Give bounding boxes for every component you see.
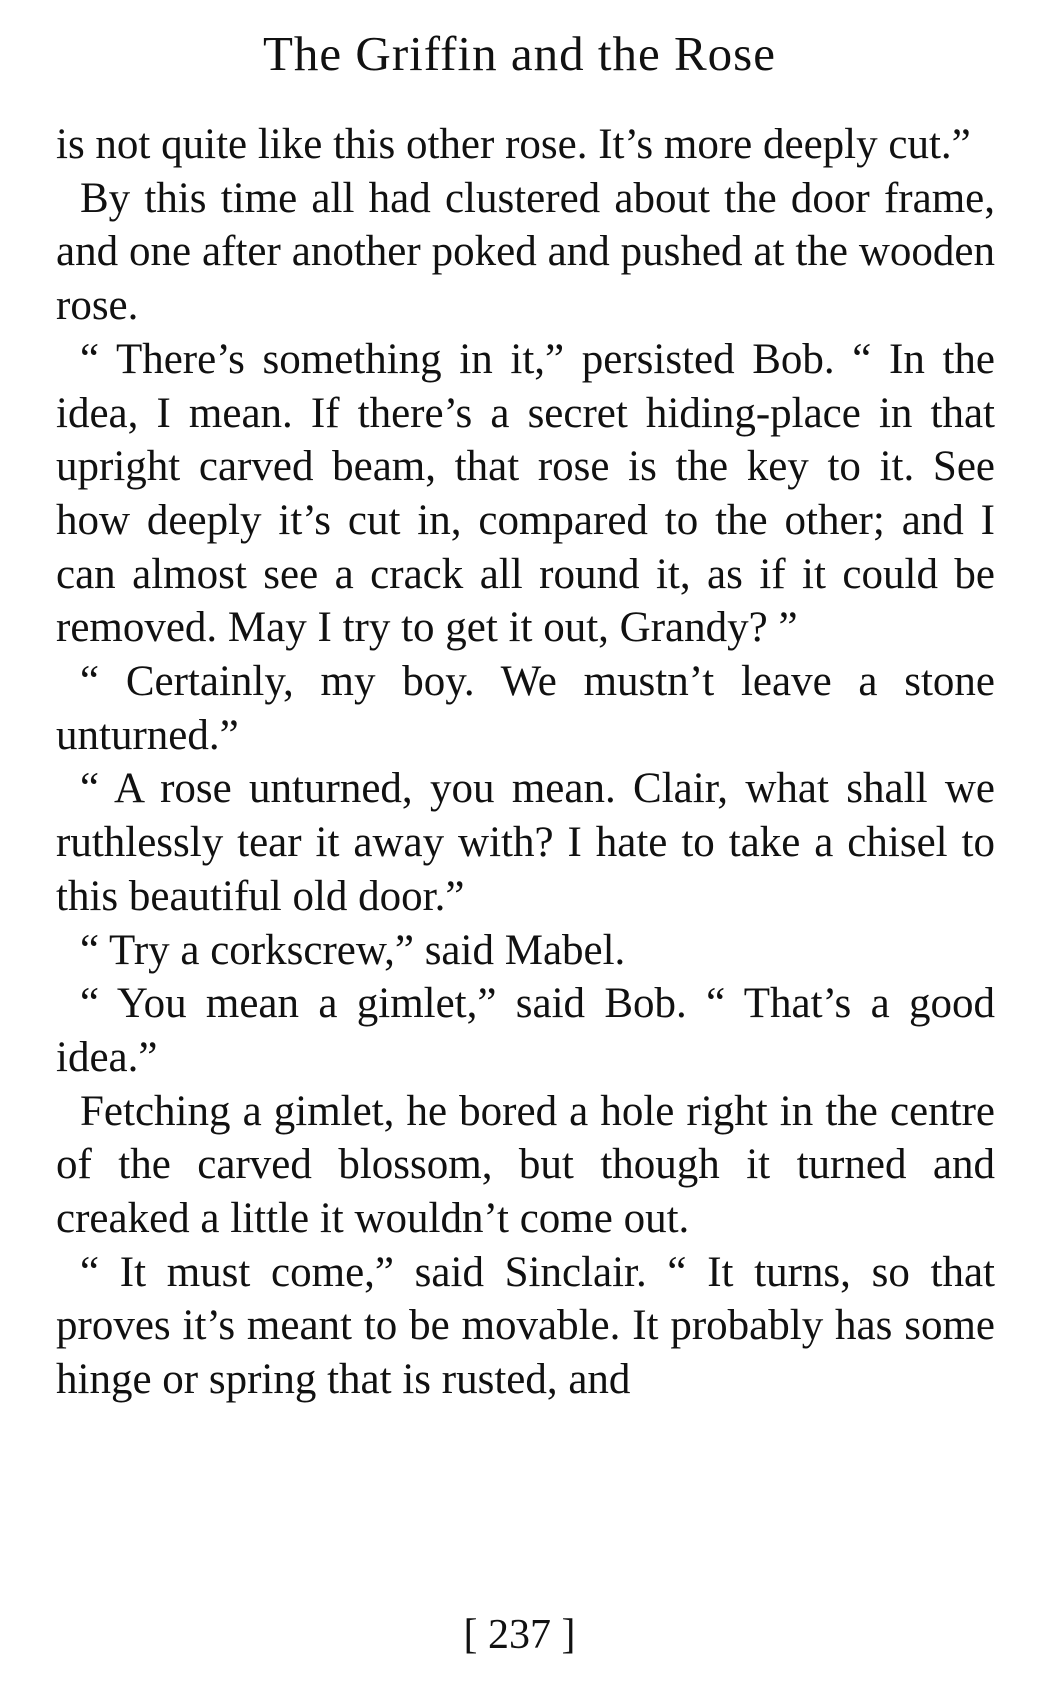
body-text (56, 118, 995, 1407)
running-title: The Griffin and the Rose (263, 26, 776, 81)
paragraph-4: “ Certainly, my boy. We mustn’t leave a stone unturned.” (56, 658, 995, 759)
paragraph-8: Fetching a gimlet, he bored a hole right in the centre of the carved blossom, but though it turned and creaked a little it wouldn’t come out. (56, 1087, 995, 1243)
paragraph-1: is not quite like this other rose. It’s more deeply cut.” (56, 121, 971, 168)
paragraph-6: “ Try a corkscrew,” said Mabel. (80, 926, 626, 974)
paragraph-7: “ You mean a gimlet,” said Bob. “ That’s a good idea.” (56, 980, 995, 1081)
paragraph-9: “ It must come,” said Sinclair. “ It turns, so that proves it’s meant to be movable. It probably has some hinge or spring that is rusted, and (56, 1248, 995, 1404)
paragraph-3: “ There’s something in it,” persisted Bob. “ In the idea, I mean. If there’s a secret hiding-place in that upright carved beam, that rose is the key to it. See how deeply it’s cut in, compared to the other; and I can almost see a crack all round it, as if it could be removed. May I try to get it out, Grandy? ” (56, 335, 995, 652)
paragraph-2: By this time all had clustered about the door frame, and one after another poked and pushed at the wooden rose. (56, 174, 995, 330)
paragraph-5: “ A rose unturned, you mean. Clair, what shall we ruthlessly tear it away with? I hate to take a chisel to this beautiful old door.” (56, 765, 995, 920)
page-number: [ 237 ] (463, 1612, 576, 1658)
